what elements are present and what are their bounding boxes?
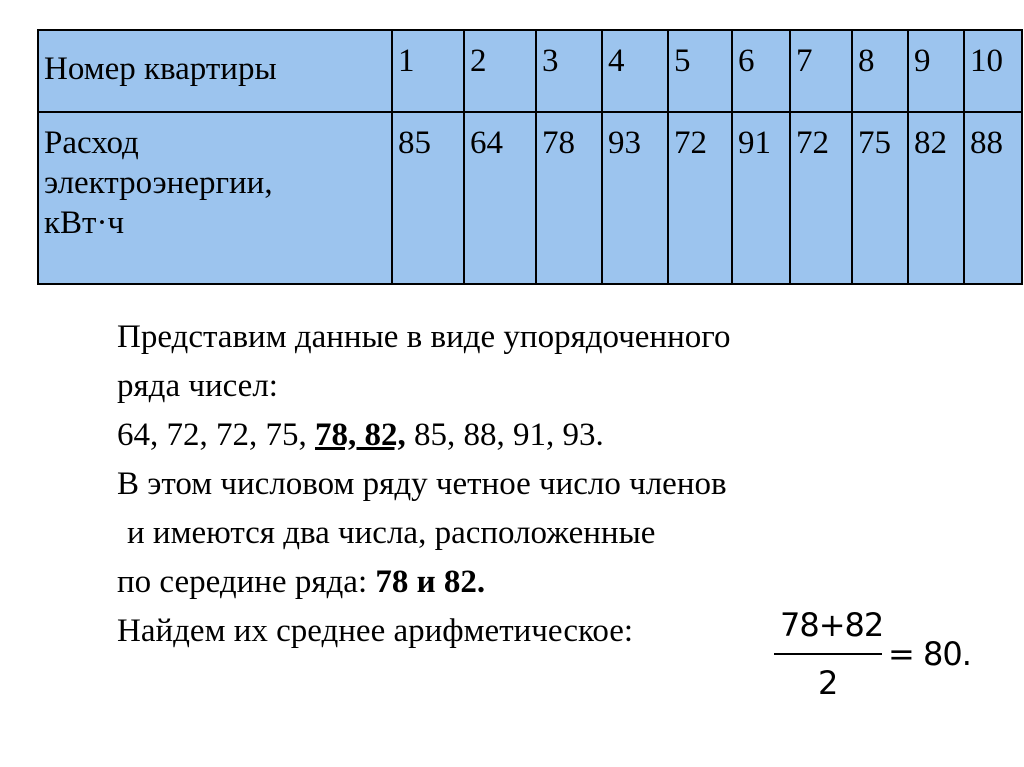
median-numbers-line	[117, 558, 877, 607]
apartment-number-cell: 2	[464, 30, 536, 112]
apartment-number-cell: 1	[392, 30, 464, 112]
explanation-text	[117, 313, 877, 656]
apartment-number-cell: 3	[536, 30, 602, 112]
series-median-values: 78, 82,	[315, 417, 406, 453]
text-line: и имеются два числа, расположенные	[127, 515, 656, 551]
apartment-number-cell: 6	[732, 30, 790, 112]
consumption-value-cell: 82	[908, 112, 964, 284]
fraction-bar	[774, 653, 882, 655]
consumption-value-cell: 75	[852, 112, 908, 284]
median-prefix: по середине ряда:	[117, 564, 376, 600]
series-before: 64, 72, 72, 75,	[117, 417, 315, 453]
formula-result: = 80.	[888, 635, 971, 673]
consumption-value-cell: 93	[602, 112, 668, 284]
mean-formula	[772, 606, 972, 706]
text-line: Представим данные в виде упорядоченного	[117, 319, 731, 355]
apartment-number-cell: 5	[668, 30, 732, 112]
formula-numerator: 78+82	[780, 606, 884, 644]
apartment-number-cell: 10	[964, 30, 1022, 112]
consumption-value-cell: 78	[536, 112, 602, 284]
apartment-number-cell: 4	[602, 30, 668, 112]
consumption-value-cell: 85	[392, 112, 464, 284]
row-header-consumption	[38, 112, 392, 284]
row-header-consumption-line: Расход	[44, 125, 139, 161]
consumption-value-cell: 72	[668, 112, 732, 284]
consumption-value-cell: 91	[732, 112, 790, 284]
ordered-series-line	[117, 411, 877, 460]
consumption-value-cell: 88	[964, 112, 1022, 284]
table-row-apartment	[38, 30, 1022, 112]
table-row-consumption	[38, 112, 1022, 284]
row-header-consumption-line: кВт·ч	[44, 205, 125, 241]
row-header-apartment: Номер квартиры	[38, 30, 392, 112]
data-table	[37, 29, 1023, 285]
text-line: ряда чисел:	[117, 368, 278, 404]
series-after: 85, 88, 91, 93.	[405, 417, 604, 453]
consumption-value-cell: 64	[464, 112, 536, 284]
text-line: Найдем их среднее арифметическое:	[117, 613, 634, 649]
apartment-number-cell: 9	[908, 30, 964, 112]
apartment-number-cell: 7	[790, 30, 852, 112]
formula-denominator: 2	[818, 664, 839, 702]
row-header-consumption-line: электроэнергии,	[44, 165, 273, 201]
median-numbers: 78 и 82.	[375, 564, 486, 600]
consumption-value-cell: 72	[790, 112, 852, 284]
text-line: В этом числовом ряду четное число членов	[117, 466, 727, 502]
apartment-number-cell: 8	[852, 30, 908, 112]
